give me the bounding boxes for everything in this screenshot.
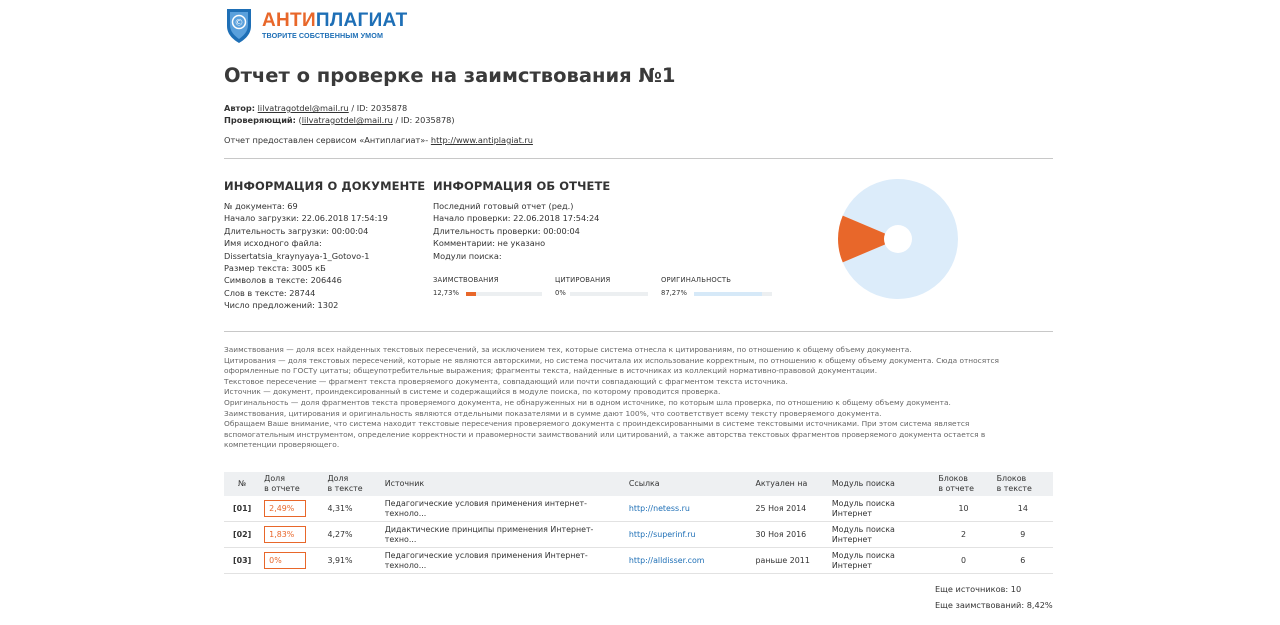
doc-line: Символов в тексте: 206446 <box>224 275 342 286</box>
divider <box>224 158 1053 159</box>
search-module: Модуль поиска Интернет <box>828 548 935 574</box>
source-link[interactable]: http://superinf.ru <box>628 529 696 539</box>
source-link[interactable]: http://alldisser.com <box>628 555 705 565</box>
doc-line: Размер текста: 3005 кБ <box>224 263 326 274</box>
more-borrowings-text: Еще заимствований: 8,42% <box>935 600 1053 610</box>
stat-citations-bar <box>570 292 648 296</box>
doc-line: № документа: 69 <box>224 201 298 211</box>
logo-subtitle: ТВОРИТЕ СОБСТВЕННЫМ УМОМ <box>262 31 384 40</box>
note-paragraph: Источник — документ, проиндексированный в системе и содержащийся в модуле поиска, по которому проводится проверка. <box>224 387 721 397</box>
author-line: Автор: lilvatragotdel@mail.ru / ID: 2035878 <box>224 103 408 113</box>
table-row[interactable] <box>224 548 1053 574</box>
blocks-in-report: 10 <box>934 496 992 522</box>
doc-line: Имя исходного файла: <box>224 238 322 249</box>
stat-originality <box>661 276 773 298</box>
share-in-report <box>260 548 323 574</box>
rep-line: Последний готовый отчет (ред.) <box>433 201 574 211</box>
note-paragraph: Обращаем Ваше внимание, что система находит текстовые пересечения проверяемого документа с проиндексированными в системе текстовыми источниками. При этом система является вспомогательным инструментом, определение корректности и правомерности заимствований или цитирований, а также авторства текстовых фрагментов проверяемого документа остается в компетенции проверяющего. <box>224 419 986 450</box>
source-link-cell <box>625 548 752 574</box>
actual-date: 30 Ноя 2016 <box>752 522 828 548</box>
logo-title: АНТИПЛАГИАТ <box>262 10 408 31</box>
stat-citations <box>555 276 650 298</box>
service-line: Отчет предоставлен сервисом «Антиплагиат»- http://www.antiplagiat.ru <box>224 135 533 145</box>
col-module: Модуль поиска <box>828 472 935 496</box>
col-share-report: Доля в отчете <box>260 472 323 496</box>
col-link: Ссылка <box>625 472 752 496</box>
stat-borrowings-value: 12,73% <box>433 289 459 297</box>
page-title: Отчет о проверке на заимствования №1 <box>224 64 676 87</box>
source-link[interactable]: http://netess.ru <box>628 503 690 513</box>
doc-info-list <box>224 200 388 312</box>
col-num: № <box>224 472 260 496</box>
actual-date: раньше 2011 <box>752 548 828 574</box>
blocks-in-text: 6 <box>993 548 1053 574</box>
more-sources-text: Еще источников: 10 <box>935 584 1022 594</box>
note-paragraph: Оригинальность — доля фрагментов текста проверяемого документа, не обнаруженных ни в одном источнике, по которым шла проверка, по отношению к общему объему документа. <box>224 397 951 407</box>
source-title[interactable]: Дидактические принципы применения Интернет-техно... <box>381 522 625 548</box>
row-number: [03] <box>224 548 260 574</box>
doc-line: Число предложений: 1302 <box>224 300 339 311</box>
antiplagiat-shield-logo <box>225 6 253 44</box>
note-paragraph: Цитирования — доля текстовых пересечений, которые не являются авторскими, но система посчитала их использование корректным, по отношению к общему объему документа. Сюда относятся оформленные по ГОСТу цитаты; общеупотребительные выражения; фрагменты текста, найденные в источниках из коллекций нормативно-правовой документации. <box>224 355 999 376</box>
row-number: [02] <box>224 522 260 548</box>
share-in-text: 4,27% <box>323 522 380 548</box>
share-in-report-box: 1,83% <box>264 526 306 543</box>
share-in-text: 3,91% <box>323 548 380 574</box>
table-row[interactable] <box>224 522 1053 548</box>
sources-table <box>224 472 1053 574</box>
table-row[interactable] <box>224 496 1053 522</box>
doc-line: Начало загрузки: 22.06.2018 17:54:19 <box>224 213 388 224</box>
stat-originality-bar <box>694 292 772 296</box>
stat-originality-value: 87,27% <box>661 289 687 297</box>
share-in-report <box>260 522 323 548</box>
col-date: Актуален на <box>752 472 828 496</box>
stat-citations-label: ЦИТИРОВАНИЯ <box>555 276 611 284</box>
author-email-link[interactable]: lilvatragotdel@mail.ru <box>257 103 349 113</box>
col-share-text: Доля в тексте <box>323 472 380 496</box>
stat-borrowings-bar <box>466 292 542 296</box>
divider <box>224 331 1053 332</box>
checker-line: Проверяющий: (lilvatragotdel@mail.ru / ID: 2035878) <box>224 115 455 125</box>
report-info-title: ИНФОРМАЦИЯ ОБ ОТЧЕТЕ <box>433 179 611 193</box>
col-source: Источник <box>381 472 625 496</box>
pie-center-hole <box>884 225 912 253</box>
stat-borrowings <box>433 276 543 298</box>
doc-line: Длительность загрузки: 00:00:04 <box>224 225 369 236</box>
share-in-report-box: 2,49% <box>264 500 306 517</box>
rep-line: Комментарии: не указано <box>433 238 546 249</box>
rep-line: Начало проверки: 22.06.2018 17:54:24 <box>433 213 600 224</box>
checker-email-link[interactable]: lilvatragotdel@mail.ru <box>301 115 393 125</box>
antiplagiat-link[interactable]: http://www.antiplagiat.ru <box>430 135 533 145</box>
blocks-in-report: 0 <box>934 548 992 574</box>
actual-date: 25 Ноя 2014 <box>752 496 828 522</box>
blocks-in-text: 14 <box>993 496 1053 522</box>
stat-citations-value: 0% <box>555 289 566 297</box>
share-in-report <box>260 496 323 522</box>
originality-donut-chart <box>837 178 959 300</box>
stat-originality-label: ОРИГИНАЛЬНОСТЬ <box>661 276 732 284</box>
report-info-list <box>433 200 599 262</box>
note-paragraph: Заимствования, цитирования и оригинальность являются отдельными показателями и в сумме дают 100%, что соответствует всему тексту проверяемого документа. <box>224 408 882 418</box>
row-number: [01] <box>224 496 260 522</box>
definitions-notes <box>224 345 1034 451</box>
source-link-cell <box>625 522 752 548</box>
search-module: Модуль поиска Интернет <box>828 496 935 522</box>
search-module: Модуль поиска Интернет <box>828 522 935 548</box>
note-paragraph: Текстовое пересечение — фрагмент текста проверяемого документа, совпадающий или почти совпадающий с фрагментом текста источника. <box>224 376 788 386</box>
source-title[interactable]: Педагогические условия применения Интернет-техноло... <box>381 548 625 574</box>
source-link-cell <box>625 496 752 522</box>
rep-line: Длительность проверки: 00:00:04 <box>433 225 580 236</box>
svg-text:©: © <box>234 18 244 29</box>
table-header-row <box>224 472 1053 496</box>
col-blocks-report: Блоков в отчете <box>934 472 992 496</box>
note-paragraph: Заимствования — доля всех найденных текстовых пересечений, за исключением тех, которые система отнесла к цитированиям, по отношению к общему объему документа. <box>224 345 912 354</box>
source-title[interactable]: Педагогические условия применения интернет-техноло... <box>381 496 625 522</box>
blocks-in-report: 2 <box>934 522 992 548</box>
stat-borrowings-label: ЗАИМСТВОВАНИЯ <box>433 276 499 284</box>
rep-line: Модули поиска: <box>433 250 502 261</box>
share-in-report-box: 0% <box>264 552 306 569</box>
doc-line: Слов в тексте: 28744 <box>224 287 316 298</box>
col-blocks-text: Блоков в тексте <box>993 472 1053 496</box>
blocks-in-text: 9 <box>993 522 1053 548</box>
share-in-text: 4,31% <box>323 496 380 522</box>
doc-info-title: ИНФОРМАЦИЯ О ДОКУМЕНТЕ <box>224 179 426 193</box>
doc-line: Dissertatsia_kraynyaya-1_Gotovo-1 <box>224 250 370 261</box>
